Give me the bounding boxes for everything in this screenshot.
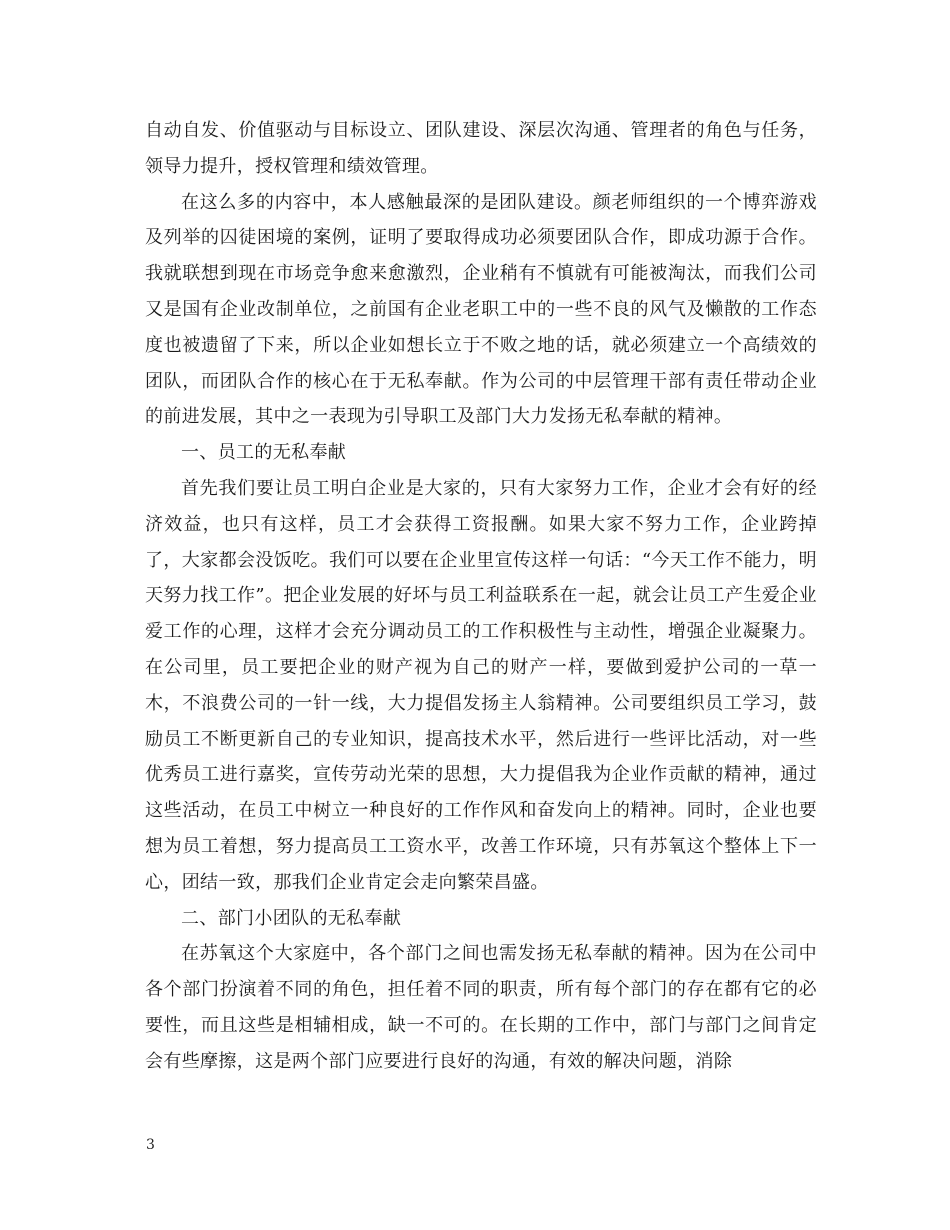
page-number: 3 bbox=[146, 1137, 155, 1153]
paragraph-3: 首先我们要让员工明白企业是大家的，只有大家努力工作，企业才会有好的经济效益，也只有这样，员工才会获得工资报酬。如果大家不努力工作，企业跨掉了，大家都会没饭吃。我们可以要在企业里宣传这样一句话：“今天工作不能力，明天努力找工作”。把企业发展的好坏与员工利益联系在一起，就会让员工产生爱企业爱工作的心理，这样才会充分调动员工的工作积极性与主动性，增强企业凝聚力。在公司里，员工要把企业的财产视为自己的财产一样，要做到爱护公司的一草一木，不浪费公司的一针一线，大力提倡发扬主人翁精神。公司要组织员工学习，鼓励员工不断更新自己的专业知识，提高技术水平，然后进行一些评比活动，对一些优秀员工进行嘉奖，宣传劳动光荣的思想，大力提倡我为企业作贡献的精神，通过这些活动，在员工中树立一种良好的工作作风和奋发向上的精神。同时，企业也要想为员工着想，努力提高员工工资水平，改善工作环境，只有苏氧这个整体上下一心，团结一致，那我们企业肯定会走向繁荣昌盛。 bbox=[145, 477, 817, 893]
document-body bbox=[145, 113, 817, 1080]
paragraph-1: 自动自发、价值驱动与目标设立、团队建设、深层次沟通、管理者的角色与任务，领导力提升，授权管理和绩效管理。 bbox=[145, 120, 817, 177]
section-heading-1: 一、员工的无私奉献 bbox=[181, 442, 347, 464]
paragraph-4: 在苏氧这个大家庭中，各个部门之间也需发扬无私奉献的精神。因为在公司中各个部门扮演着不同的角色，担任着不同的职责，所有每个部门的存在都有它的必要性，而且这些是相辅相成，缺一不可的。在长期的工作中，部门与部门之间肯定会有些摩擦，这是两个部门应要进行良好的沟通，有效的解决问题，消除 bbox=[145, 943, 817, 1072]
section-heading-2: 二、部门小团队的无私奉献 bbox=[181, 907, 402, 929]
paragraph-2: 在这么多的内容中，本人感触最深的是团队建设。颜老师组织的一个博弈游戏及列举的囚徒困境的案例，证明了要取得成功必须要团队合作，即成功源于合作。我就联想到现在市场竞争愈来愈激烈，企业稍有不慎就有可能被淘汰，而我们公司又是国有企业改制单位，之前国有企业老职工中的一些不良的风气及懒散的工作态度也被遗留了下来，所以企业如想长立于不败之地的话，就必须建立一个高绩效的团队，而团队合作的核心在于无私奉献。作为公司的中层管理干部有责任带动企业的前进发展，其中之一表现为引导职工及部门大力发扬无私奉献的精神。 bbox=[145, 191, 817, 428]
